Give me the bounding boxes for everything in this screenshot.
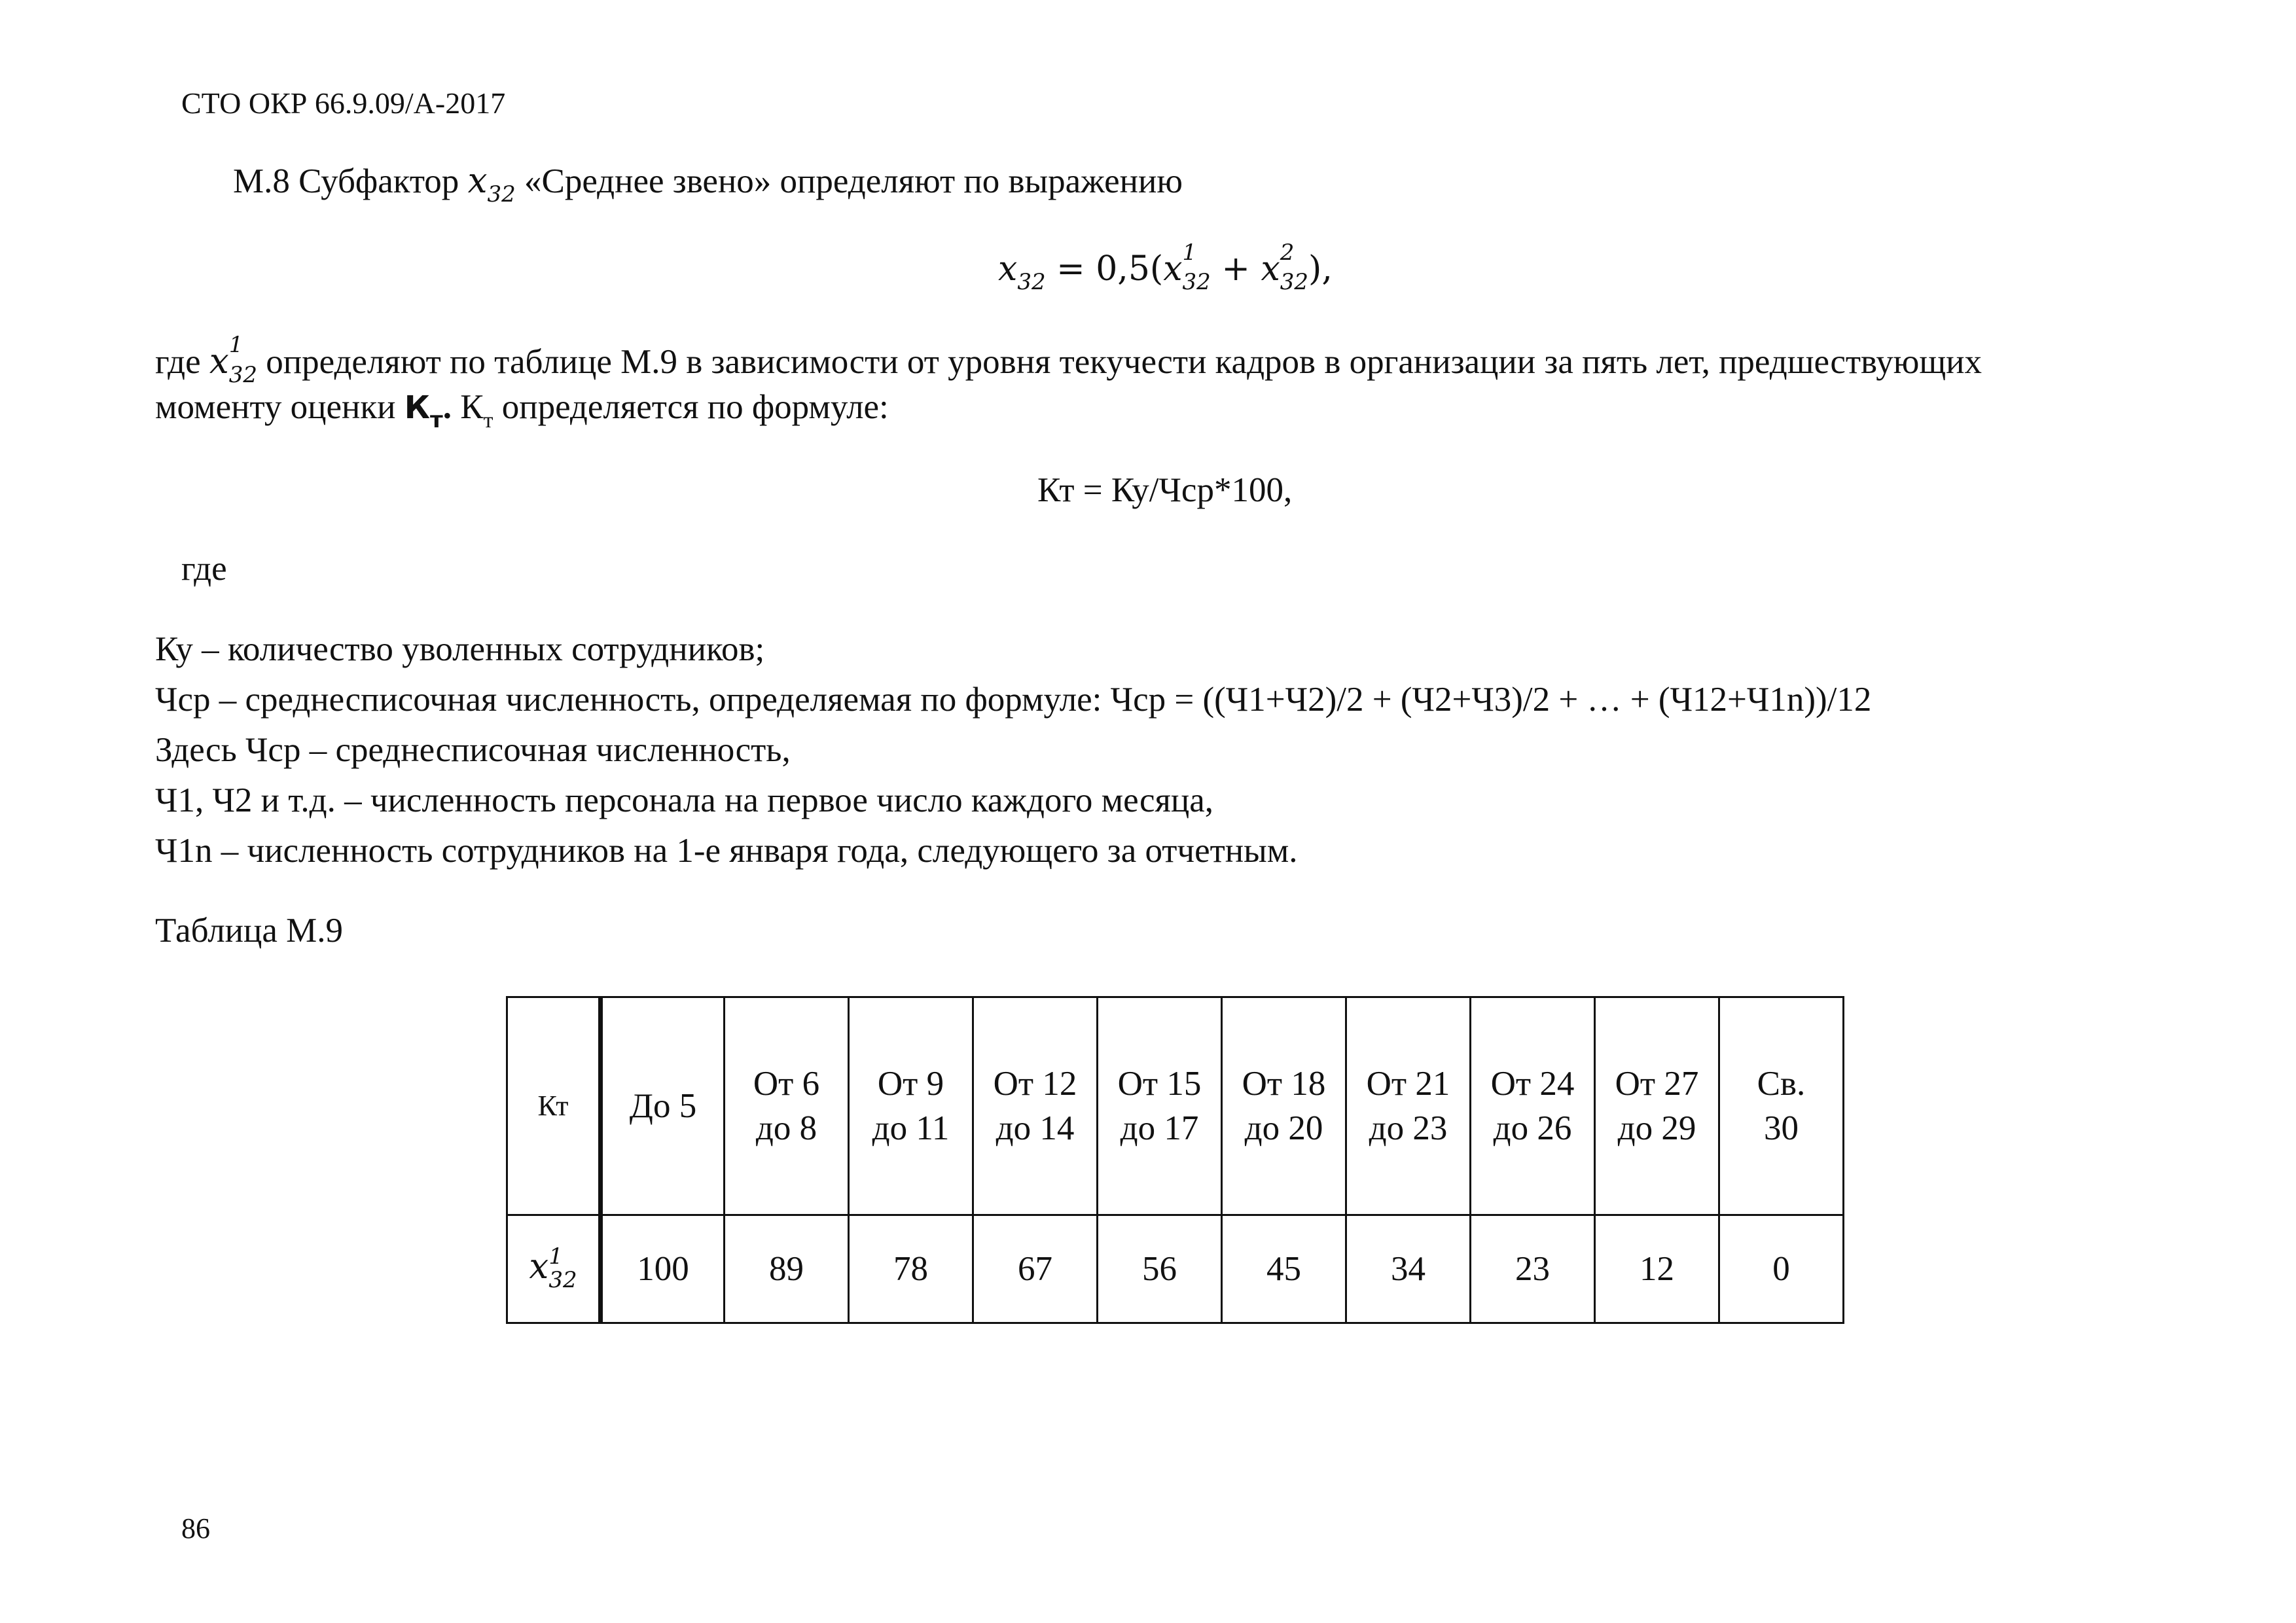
variable-x32: $x_{32}$ [467,161,516,207]
value-cell: 78 [849,1215,973,1323]
value-cell: 45 [1222,1215,1346,1323]
paragraph-where-line2 [155,388,889,433]
formula-tail: ), [1308,249,1333,289]
definition-ch1-ch2: Ч1, Ч2 и т.д. – численность персонала на первое число каждого месяца, [155,781,1214,819]
range-cell: От 27 до 29 [1595,997,1719,1215]
table-value-row [507,1215,1844,1323]
definition-ch1n: Ч1n – численность сотрудников на 1-е января года, следующего за отчетным. [155,832,1298,870]
where-line2-a: моменту оценки [155,388,404,426]
formula-lhs: $x_{32}$ [998,249,1046,295]
row-label-x32-1: x 1 32 [507,1215,601,1323]
row-label-kt: Кт [507,997,601,1215]
range-cell: От 9 до 11 [849,997,973,1215]
range-cell: От 18 до 20 [1222,997,1346,1215]
value-cell: 23 [1471,1215,1595,1323]
value-cell: 56 [1098,1215,1222,1323]
where-line2-b: определяется по формуле: [493,388,889,426]
document-code: СТО ОКР 66.9.09/А-2017 [181,86,506,120]
value-cell: 12 [1595,1215,1719,1323]
value-cell: 67 [973,1215,1098,1323]
range-cell: От 24 до 26 [1471,997,1595,1215]
table-header-row [507,997,1844,1215]
range-cell: Св. 30 [1719,997,1844,1215]
range-cell: От 6 до 8 [725,997,849,1215]
k-t-bold: $К_т$ [404,389,443,433]
k-t: $К_т$ [460,388,493,433]
definition-ku: Ку – количество уволенных сотрудников; [155,630,765,668]
formula-term2: x 2 32 [1261,240,1309,295]
range-cell: От 15 до 17 [1098,997,1222,1215]
definition-chsr: Здесь Чср – среднесписочная численность, [155,731,791,769]
page-number: 86 [181,1512,210,1544]
paragraph-m8-suffix: «Среднее звено» определяют по выражению [515,162,1183,200]
formula-term1: x 1 32 [1163,240,1211,295]
value-cell: 0 [1719,1215,1844,1323]
range-cell: До 5 [601,997,725,1215]
value-cell: 100 [601,1215,725,1323]
formula-kt: Кт = Ку/Чср*100, [1037,471,1293,509]
table-m9 [506,996,1844,1324]
where-line1-rest: определяют по таблице М.9 в зависимости от уровня текучести кадров в организации за пять лет, предшествующих [257,343,1982,381]
where-prefix: где [155,343,209,381]
variable-x32-1: x 1 32 [209,332,257,388]
formula-x32 [998,240,1333,295]
formula-mid: = 0,5( [1045,249,1164,289]
range-cell: От 12 до 14 [973,997,1098,1215]
value-cell: 89 [725,1215,849,1323]
paragraph-m8 [233,161,1183,207]
where-dot: . [442,388,461,426]
definition-chsr-formula: Чср – среднесписочная численность, определяемая по формуле: Чср = ((Ч1+Ч2)/2 + (Ч2+Ч3)/2 + … + (Ч12+Ч1n))/12 [155,681,1872,719]
value-cell: 34 [1346,1215,1471,1323]
formula-plus: + [1210,249,1261,289]
paragraph-where-line1 [155,332,1982,388]
range-cell: От 21 до 23 [1346,997,1471,1215]
table-caption: Таблица М.9 [155,912,344,950]
where-label: где [181,550,227,588]
paragraph-m8-prefix: М.8 Субфактор [233,162,468,200]
